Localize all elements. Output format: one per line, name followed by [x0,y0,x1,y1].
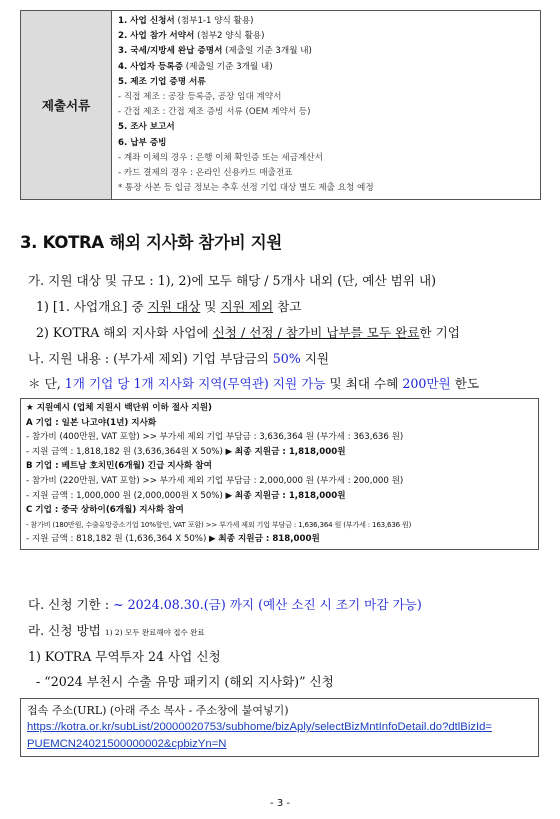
example-c-fee: - 참가비 (180만원, 수출유망중소기업 10%할인, VAT 포함) >> 부가세 제외 기업 부담금 : 1,636,364 원 (부가세 : 163,636 원) [26,519,412,529]
submission-document-item: 5. 제조 기업 증명 서류 [118,76,206,87]
one-region-limit: 1개 기업 당 1개 지사화 지역(무역관) 지원 가능 [64,376,326,391]
submission-document-item: 6. 납부 증빙 [118,137,167,148]
submission-document-item: - 직접 제조 : 공장 등록증, 공장 임대 계약서 [118,92,282,103]
example-b-support: - 지원 금액 : 1,000,000 원 (2,000,000원 X 50%) ▶ 최종 지원금 : 1,818,000원 [26,490,346,501]
example-b-fee: - 참가비 (220만원, VAT 포함) >> 부가세 제외 기업 부담금 : 2,000,000 원 (부가세 : 200,000 원) [26,475,404,486]
support-condition-1: 1) [1. 사업개요] 중 지원 대상 및 지원 제외 참고 [36,299,302,314]
support-example-box: ★ 지원예시 (업체 지원시 백단위 이하 절사 지원) A 기업 : 일본 나고야(1년) 지사화 - 참가비 (400만원, VAT 포함) >> 부가세 제외 기업 부담금 : 3,636,364 원 (부가세 : 363,636 원) - 지원 금액 : 1,818,182 원 (3,636,364원 X 50%) ▶ 최종 지원금 : 1,818,000원 B 기업 : 베트남 호치민(6개월) 긴급 지사화 참여 - 참가비 (220만원, VAT 포함) >> 부가세 제외 기업 부담금 : 2,000,000 원 (부가세 : 200,000 원) - 지원 금액 : 1,000,000 원 (2,000,000원 X 50%) ▶ 최종 지원금 : 1,818,000원 C 기업 : 중국 상하이(6개월) 지사화 참여 - 참가비 (180만원, 수출유망중소기업 10%할인, VAT 포함) >> 부가세 제외 기업 부담금 : 1,636,364 원 (부가세 : 163,636 원) - 지원 금액 : 818,182 원 (1,636,364 X 50%) ▶ 최종 지원금 : 818,000원 [20,398,539,550]
submission-document-item: - 카드 결제의 경우 : 온라인 신용카드 매출전표 [118,168,293,179]
page-number: - 3 - [270,798,290,809]
section-3-title: 3. KOTRA 해외 지사화 참가비 지원 [20,233,283,252]
submission-document-item: - 계좌 이체의 경우 : 은행 이체 확인증 또는 세금계산서 [118,152,323,163]
submission-documents-table [20,10,541,200]
submission-document-item: 4. 사업자 등록증 (제출일 기준 3개월 내) [118,61,273,72]
application-method: 라. 신청 방법 1) 2) 모두 완료해야 접수 완료 [28,623,205,638]
submission-documents-header: 제출서류 [21,11,112,200]
support-condition-2: 2) KOTRA 해외 지사화 사업에 신청 / 선정 / 참가비 납부를 모두 완료한 기업 [36,325,460,340]
application-step-1-detail: - “2024 부천시 수출 유망 패키지 (해외 지사화)” 신청 [36,674,334,689]
submission-documents-list [112,11,541,200]
submission-document-item: 3. 국세/지방세 완납 증명서 (제출일 기준 3개월 내) [118,46,312,57]
submission-document-item: 5. 조사 보고서 [118,122,175,133]
support-content: 나. 지원 내용 : (부가세 제외) 기업 부담금의 50% 지원 [28,351,330,366]
application-url-link-line-2[interactable]: PUEMCN24021500000002&cpbizYn=N [27,738,227,750]
support-target-scale: 가. 지원 대상 및 규모 : 1), 2)에 모두 해당 / 5개사 내외 (단, 예산 범위 내) [28,273,437,288]
example-a-title: A 기업 : 일본 나고야(1년) 지사화 [26,417,157,428]
application-url-link-line-1[interactable]: https://kotra.or.kr/subList/20000020753/subhome/bizAply/selectBizMntInfoDetail.do?dtlBizId= [27,721,493,733]
application-step-1: 1) KOTRA 무역투자 24 사업 신청 [28,649,221,664]
submission-document-item: 2. 사업 참가 서약서 (첨부2 양식 활용) [118,31,265,42]
url-label: 접속 주소(URL) (아래 주소 복사 - 주소창에 붙여넣기) [27,704,289,717]
support-target-link-text: 지원 대상 [147,299,201,314]
submission-document-item: - 간접 제조 : 간접 제조 증빙 서류 (OEM 계약서 등) [118,107,311,118]
url-box [20,698,539,757]
max-benefit: 200만원 [402,376,451,391]
support-rate: 50% [272,351,301,366]
submission-document-item: 1. 사업 신청서 (첨부1-1 양식 활용) [118,16,254,26]
example-b-title: B 기업 : 베트남 호치민(6개월) 긴급 지사화 참여 [26,461,212,472]
example-a-fee: - 참가비 (400만원, VAT 포함) >> 부가세 제외 기업 부담금 : 3,636,364 원 (부가세 : 363,636 원) [26,432,404,443]
application-deadline: 다. 신청 기한 : ~ 2024.08.30.(금) 까지 (예산 소진 시 조기 마감 가능) [28,597,422,612]
support-exclusion-link-text: 지원 제외 [220,299,274,314]
support-limit-note: ＊ 단, 1개 기업 당 1개 지사화 지역(무역관) 지원 가능 및 최대 수혜 200만원 한도 [28,376,480,391]
example-c-support: - 지원 금액 : 818,182 원 (1,636,364 X 50%) ▶ 최종 지원금 : 818,000원 [26,534,320,545]
deadline-date: ~ 2024.08.30.(금) 까지 (예산 소진 시 조기 마감 가능) [113,597,422,612]
example-a-support: - 지원 금액 : 1,818,182 원 (3,636,364원 X 50%) ▶ 최종 지원금 : 1,818,000원 [26,446,346,457]
completion-requirement: 신청 / 선정 / 참가비 납부를 모두 완료 [212,325,420,340]
example-c-title: C 기업 : 중국 상하이(6개월) 지사화 참여 [26,505,184,516]
submission-document-item: * 통장 사본 등 입금 정보는 추후 선정 기업 대상 별도 제출 요청 예정 [118,183,374,194]
